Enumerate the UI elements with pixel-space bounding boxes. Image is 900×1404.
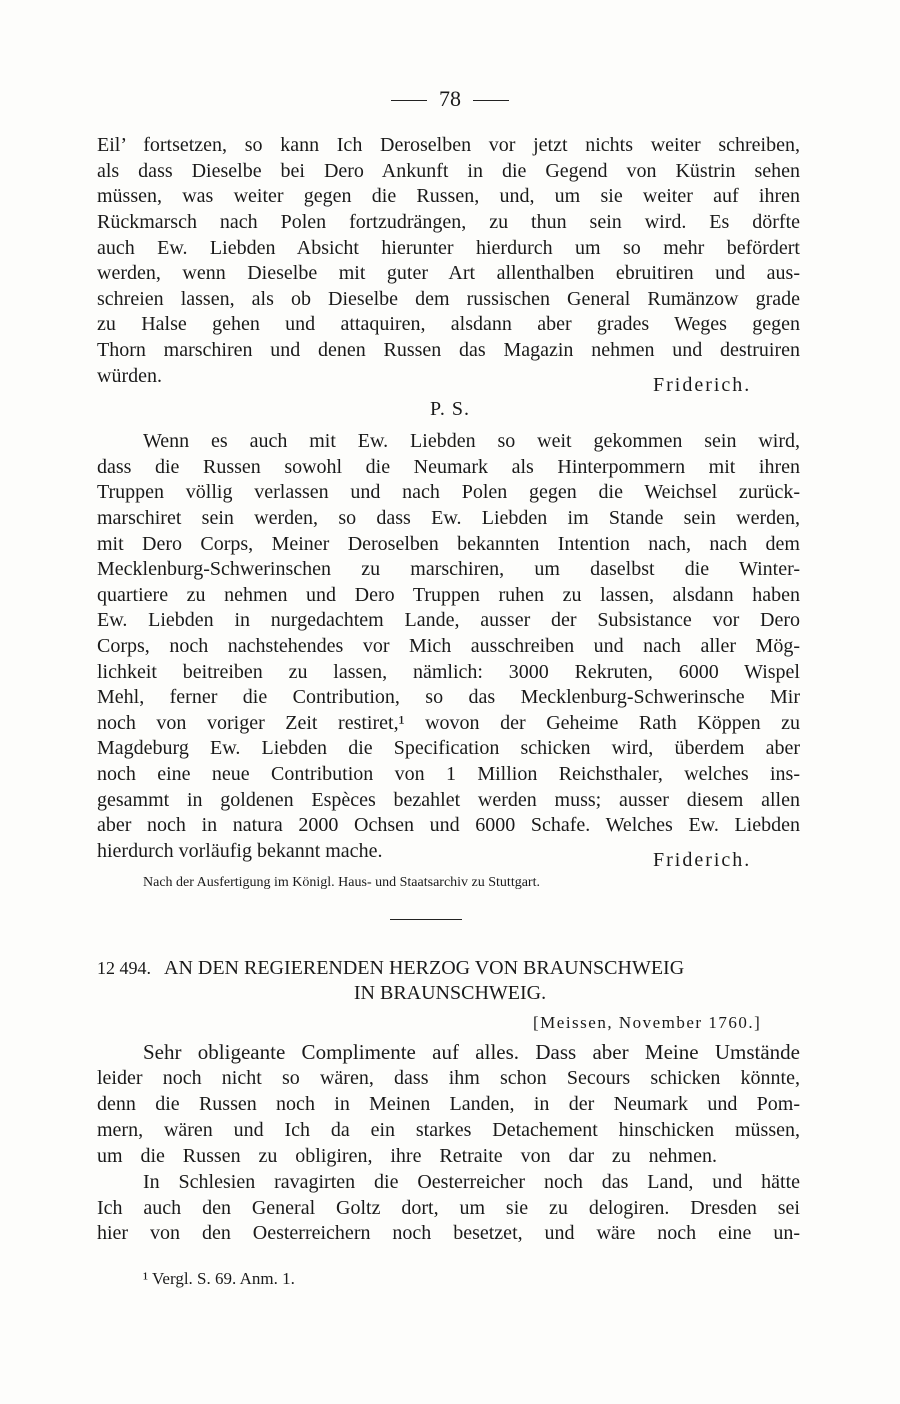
letter1-line: werden, wenn Dieselbe mit guter Art allenthalben ebruitiren und aus- (97, 262, 800, 284)
postscript-line: dass die Russen sowohl die Neumark als Hinterpommern mit ihren (97, 456, 800, 478)
postscript-last-line: hierdurch vorläufig bekannt mache. (97, 840, 383, 862)
letter2-para2-line: hier von den Oesterreichern noch besetzet, und wäre noch eine un- (97, 1222, 800, 1244)
page-number-dash-right (473, 100, 509, 101)
letter2-heading-line1 (97, 956, 800, 981)
postscript-heading: P. S. (429, 398, 471, 420)
letter2-para1-last: um die Russen zu obligiren, ihre Retraite von dar zu nehmen. (97, 1145, 717, 1167)
postscript-line: Wenn es auch mit Ew. Liebden so weit gekommen sein wird, (143, 430, 800, 452)
letter2-title-line2: IN BRAUNSCHWEIG. (353, 982, 547, 1004)
postscript-line: lichkeit beitreiben zu lassen, nämlich: 3000 Rekruten, 6000 Wispel (97, 661, 800, 683)
postscript-line: noch von voriger Zeit restiret,¹ wovon der Geheime Rath Köppen zu (97, 712, 800, 734)
postscript-line: marschiret sein werden, so dass Ew. Liebden im Stande sein werden, (97, 507, 800, 529)
letter1-line: als dass Dieselbe bei Dero Ankunft in die Gegend von Küstrin sehen (97, 160, 800, 182)
letter1-line: zu Halse gehen und attaquiren, alsdann aber grades Weges gegen (97, 313, 800, 335)
letter1-line: Thorn marschiren und denen Russen das Magazin nehmen und destruiren (97, 339, 800, 361)
postscript-line: Magdeburg Ew. Liebden die Specification schicken wird, überdem aber (97, 737, 800, 759)
letter2-dateline: [Meissen, November 1760.] (533, 1013, 762, 1032)
section-divider (390, 919, 462, 920)
postscript-line: Corps, noch nachstehendes vor Mich ausschreiben und nach aller Mög- (97, 635, 800, 657)
letter1-line: müssen, was weiter gegen die Russen, und, um sie weiter auf ihren (97, 185, 800, 207)
letter1-line: auch Ew. Liebden Absicht hierunter hierdurch um so mehr befördert (97, 237, 800, 259)
letter2-line: leider noch nicht so wären, dass ihm schon Secours schicken könnte, (97, 1067, 800, 1089)
letter1-signature: Friderich. (653, 374, 752, 396)
postscript-line: aber noch in natura 2000 Ochsen und 6000 Schafe. Welches Ew. Liebden (97, 814, 800, 836)
postscript-line: quartiere zu nehmen und Dero Truppen ruhen zu lassen, alsdann haben (97, 584, 800, 606)
letter1-line: Rückmarsch nach Polen fortzudrängen, zu thun sein wird. Es dörfte (97, 211, 800, 233)
letter1-line: Eil’ fortsetzen, so kann Ich Deroselben vor jetzt nichts weiter schreiben, (97, 134, 800, 156)
postscript-line: Mecklenburg-Schwerinschen zu marschiren, um daselbst die Winter- (97, 558, 800, 580)
letter1-last-line: würden. (97, 365, 162, 387)
postscript-line: noch eine neue Contribution von 1 Million Reichsthaler, welches ins- (97, 763, 800, 785)
letter2-title-line1: AN DEN REGIERENDEN HERZOG VON BRAUNSCHWEIG (164, 957, 685, 979)
letter2-line: Sehr obligeante Complimente auf alles. Dass aber Meine Umstände (143, 1040, 800, 1064)
postscript-line: Mehl, ferner die Contribution, so das Mecklenburg-Schwerinsche Mir (97, 686, 800, 708)
letter2-line: mern, wären und Ich da ein starkes Detachement hinschicken müssen, (97, 1119, 800, 1141)
source-note: Nach der Ausfertigung im Königl. Haus- und Staatsarchiv zu Stuttgart. (143, 875, 540, 890)
letter2-para2-line: In Schlesien ravagirten die Oesterreicher noch das Land, und hätte (143, 1171, 800, 1193)
letter2-para2-line: Ich auch den General Goltz dort, um sie zu delogiren. Dresden sei (97, 1197, 800, 1219)
page-number: 78 (0, 86, 900, 112)
letter2-number: 12 494. (97, 958, 151, 978)
letter1-line: schreien lassen, als ob Dieselbe dem russischen General Rumänzow grade (97, 288, 800, 310)
footnote: ¹ Vergl. S. 69. Anm. 1. (143, 1269, 295, 1288)
postscript-signature: Friderich. (653, 849, 752, 871)
postscript-line: mit Dero Corps, Meiner Deroselben bekannten Intention nach, nach dem (97, 533, 800, 555)
letter2-line: denn die Russen noch in Meinen Landen, in der Neumark und Pom- (97, 1093, 800, 1115)
page-number-dash-left (391, 100, 427, 101)
postscript-line: Truppen völlig verlassen und nach Polen gegen die Weichsel zurück- (97, 481, 800, 503)
postscript-line: Ew. Liebden in nurgedachtem Lande, ausser der Subsistance vor Dero (97, 609, 800, 631)
postscript-line: gesammt in goldenen Espèces bezahlet werden muss; ausser diesem allen (97, 789, 800, 811)
